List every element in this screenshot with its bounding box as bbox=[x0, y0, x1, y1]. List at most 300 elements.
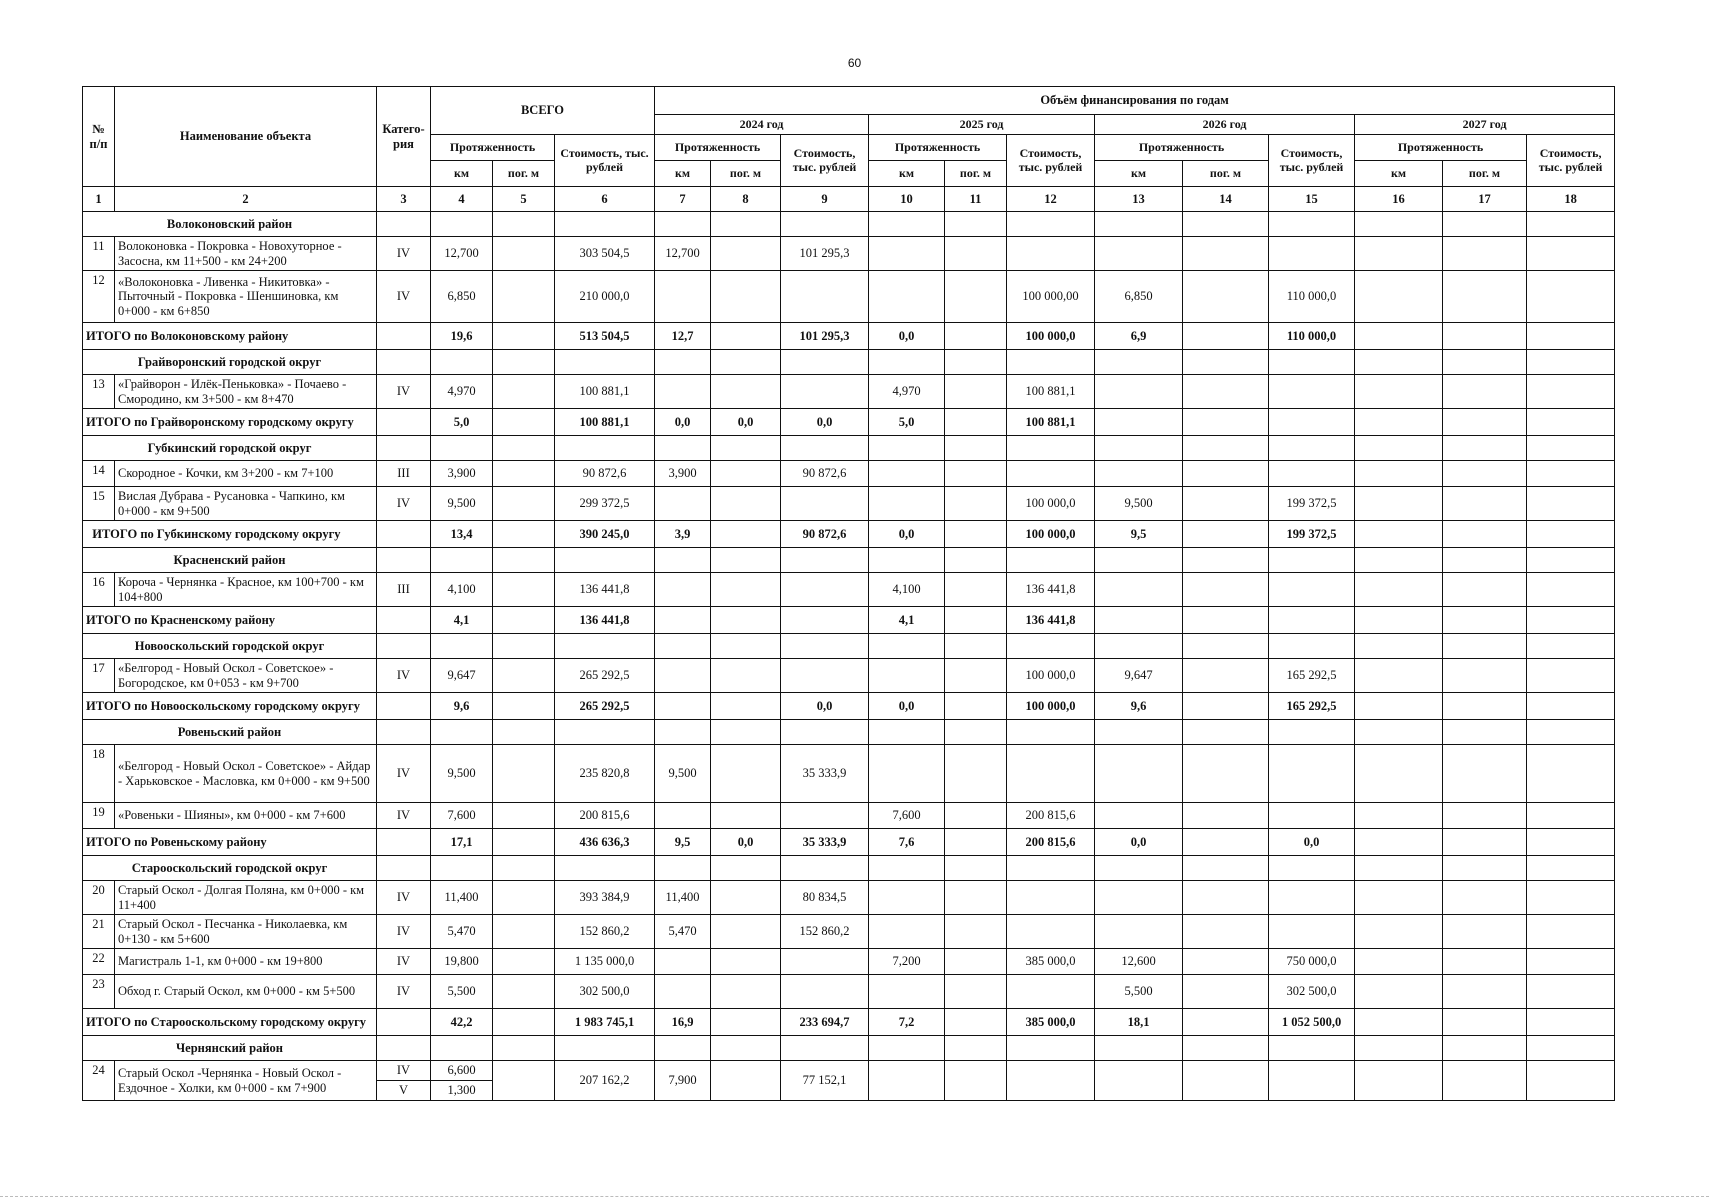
value-cell bbox=[1183, 573, 1269, 607]
value-cell bbox=[1183, 271, 1269, 323]
value-cell bbox=[1095, 915, 1183, 949]
total-value-cell bbox=[1183, 829, 1269, 856]
empty-cell bbox=[493, 1036, 555, 1061]
total-value-cell bbox=[1183, 409, 1269, 436]
empty-cell bbox=[1095, 212, 1183, 237]
total-value-cell bbox=[493, 1009, 555, 1036]
road-category: III bbox=[377, 461, 431, 487]
empty-cell bbox=[1527, 212, 1615, 237]
empty-cell bbox=[781, 720, 869, 745]
value-cell bbox=[781, 375, 869, 409]
empty-cell bbox=[1269, 634, 1355, 659]
value-cell bbox=[1269, 803, 1355, 829]
total-value-cell: 100 000,0 bbox=[1007, 521, 1095, 548]
empty-cell bbox=[711, 212, 781, 237]
object-name: Волоконовка - Покровка - Новохуторное - Засосна, км 11+500 - км 24+200 bbox=[115, 237, 377, 271]
value-cell: 136 441,8 bbox=[1007, 573, 1095, 607]
value-cell: 12,700 bbox=[655, 237, 711, 271]
empty-cell bbox=[781, 634, 869, 659]
object-name: Старый Оскол -Чернянка - Новый Оскол - Ездочное - Холки, км 0+000 - км 7+900 bbox=[115, 1061, 377, 1101]
value-cell bbox=[1355, 573, 1443, 607]
total-value-cell bbox=[1183, 521, 1269, 548]
road-category: IV bbox=[377, 487, 431, 521]
total-value-cell bbox=[711, 1009, 781, 1036]
value-cell: 393 384,9 bbox=[555, 881, 655, 915]
value-cell bbox=[711, 375, 781, 409]
district-name: Губкинский городской округ bbox=[83, 436, 377, 461]
table-header bbox=[83, 87, 1615, 187]
value-cell bbox=[1183, 803, 1269, 829]
value-cell: 6,850 bbox=[1095, 271, 1183, 323]
value-cell bbox=[655, 271, 711, 323]
road-category: IV bbox=[377, 375, 431, 409]
total-value-cell: 4,1 bbox=[431, 607, 493, 634]
column-number: 15 bbox=[1269, 187, 1355, 212]
district-row bbox=[83, 856, 1615, 881]
total-value-cell bbox=[711, 521, 781, 548]
total-value-cell: 265 292,5 bbox=[555, 693, 655, 720]
road-category: IV bbox=[377, 803, 431, 829]
empty-cell bbox=[1183, 1061, 1269, 1101]
value-cell: 100 000,0 bbox=[1007, 659, 1095, 693]
empty-cell bbox=[555, 436, 655, 461]
empty-cell bbox=[377, 720, 431, 745]
column-number: 9 bbox=[781, 187, 869, 212]
value-cell bbox=[869, 745, 945, 803]
district-name: Волоконовский район bbox=[83, 212, 377, 237]
value-cell bbox=[711, 915, 781, 949]
empty-cell bbox=[493, 350, 555, 375]
value-cell bbox=[1269, 915, 1355, 949]
empty-cell bbox=[1007, 856, 1095, 881]
header-cost: Стоимость, тыс. рублей bbox=[1527, 135, 1615, 187]
total-value-cell bbox=[1355, 693, 1443, 720]
value-cell bbox=[1355, 487, 1443, 521]
value-cell bbox=[869, 915, 945, 949]
total-value-cell bbox=[1443, 1009, 1527, 1036]
road-category: III bbox=[377, 573, 431, 607]
value-cell bbox=[1443, 745, 1527, 803]
value-cell: 77 152,1 bbox=[781, 1061, 869, 1101]
value-cell bbox=[1443, 975, 1527, 1009]
value-cell bbox=[655, 659, 711, 693]
header-pogm: пог. м bbox=[493, 161, 555, 187]
value-cell bbox=[711, 461, 781, 487]
district-name: Чернянский район bbox=[83, 1036, 377, 1061]
column-number: 11 bbox=[945, 187, 1007, 212]
value-cell bbox=[1355, 237, 1443, 271]
empty-cell bbox=[945, 548, 1007, 573]
value-cell bbox=[1527, 271, 1615, 323]
row-number: 18 bbox=[83, 745, 115, 803]
total-label: ИТОГО по Старооскольскому городскому округу bbox=[83, 1009, 377, 1036]
value-cell bbox=[781, 271, 869, 323]
total-value-cell: 233 694,7 bbox=[781, 1009, 869, 1036]
total-value-cell bbox=[493, 409, 555, 436]
total-value-cell: 0,0 bbox=[781, 693, 869, 720]
value-cell bbox=[711, 803, 781, 829]
column-number: 18 bbox=[1527, 187, 1615, 212]
header-category: Катего-рия bbox=[377, 87, 431, 187]
empty-cell bbox=[1527, 856, 1615, 881]
value-cell bbox=[1527, 881, 1615, 915]
empty-cell bbox=[1527, 1036, 1615, 1061]
value-cell: 35 333,9 bbox=[781, 745, 869, 803]
value-cell bbox=[1443, 881, 1527, 915]
total-value-cell: 5,0 bbox=[431, 409, 493, 436]
value-cell bbox=[711, 881, 781, 915]
value-cell bbox=[1355, 745, 1443, 803]
empty-cell bbox=[711, 436, 781, 461]
value-cell bbox=[945, 949, 1007, 975]
value-cell bbox=[655, 803, 711, 829]
value-cell bbox=[781, 487, 869, 521]
value-cell bbox=[1527, 487, 1615, 521]
empty-cell bbox=[377, 607, 431, 634]
value-cell bbox=[1095, 745, 1183, 803]
column-number: 16 bbox=[1355, 187, 1443, 212]
total-value-cell bbox=[493, 323, 555, 350]
empty-cell bbox=[1355, 720, 1443, 745]
value-cell bbox=[1355, 659, 1443, 693]
empty-cell bbox=[781, 212, 869, 237]
empty-cell bbox=[945, 212, 1007, 237]
object-name: Старый Оскол - Песчанка - Николаевка, км 0+130 - км 5+600 bbox=[115, 915, 377, 949]
object-name: «Белгород - Новый Оскол - Советское» - Айдар - Харьковское - Масловка, км 0+000 - км 9+500 bbox=[115, 745, 377, 803]
total-value-cell: 18,1 bbox=[1095, 1009, 1183, 1036]
total-value-cell: 0,0 bbox=[655, 409, 711, 436]
empty-cell bbox=[555, 1036, 655, 1061]
empty-cell bbox=[711, 1036, 781, 1061]
value-cell: 6,850 bbox=[431, 271, 493, 323]
value-cell bbox=[869, 975, 945, 1009]
empty-cell bbox=[493, 212, 555, 237]
column-number: 1 bbox=[83, 187, 115, 212]
value-cell bbox=[1183, 745, 1269, 803]
total-row bbox=[83, 607, 1615, 634]
value-cell: 90 872,6 bbox=[555, 461, 655, 487]
table-row bbox=[83, 803, 1615, 829]
value-cell bbox=[1007, 915, 1095, 949]
empty-cell bbox=[945, 634, 1007, 659]
value-cell bbox=[711, 745, 781, 803]
total-value-cell bbox=[1269, 607, 1355, 634]
road-category: V bbox=[377, 1081, 431, 1101]
empty-cell bbox=[1269, 1061, 1355, 1101]
value-cell: 100 881,1 bbox=[555, 375, 655, 409]
total-value-cell: 42,2 bbox=[431, 1009, 493, 1036]
district-row bbox=[83, 212, 1615, 237]
road-category: IV bbox=[377, 1061, 431, 1081]
value-cell bbox=[945, 659, 1007, 693]
total-value-cell bbox=[945, 693, 1007, 720]
value-cell bbox=[1007, 745, 1095, 803]
empty-cell bbox=[377, 548, 431, 573]
empty-cell bbox=[1007, 212, 1095, 237]
total-row bbox=[83, 1009, 1615, 1036]
empty-cell bbox=[493, 1061, 555, 1101]
empty-cell bbox=[869, 720, 945, 745]
value-cell: 5,470 bbox=[431, 915, 493, 949]
empty-cell bbox=[655, 212, 711, 237]
empty-cell bbox=[945, 720, 1007, 745]
empty-cell bbox=[869, 212, 945, 237]
empty-cell bbox=[711, 720, 781, 745]
column-number: 14 bbox=[1183, 187, 1269, 212]
object-name: «Грайворон - Илёк-Пеньковка» - Почаево - Смородино, км 3+500 - км 8+470 bbox=[115, 375, 377, 409]
total-value-cell bbox=[1355, 409, 1443, 436]
value-cell bbox=[781, 949, 869, 975]
value-cell bbox=[1007, 975, 1095, 1009]
total-value-cell: 100 881,1 bbox=[1007, 409, 1095, 436]
total-value-cell bbox=[655, 607, 711, 634]
total-value-cell bbox=[1355, 521, 1443, 548]
total-row bbox=[83, 409, 1615, 436]
total-value-cell: 100 881,1 bbox=[555, 409, 655, 436]
value-cell bbox=[655, 573, 711, 607]
total-value-cell: 0,0 bbox=[869, 693, 945, 720]
total-value-cell: 7,6 bbox=[869, 829, 945, 856]
value-cell bbox=[1443, 915, 1527, 949]
row-number: 15 bbox=[83, 487, 115, 521]
empty-cell bbox=[1355, 436, 1443, 461]
empty-cell bbox=[655, 548, 711, 573]
road-category: IV bbox=[377, 975, 431, 1009]
total-value-cell: 136 441,8 bbox=[555, 607, 655, 634]
row-number: 19 bbox=[83, 803, 115, 829]
column-number: 17 bbox=[1443, 187, 1527, 212]
empty-cell bbox=[655, 634, 711, 659]
row-number: 12 bbox=[83, 271, 115, 323]
value-cell bbox=[945, 975, 1007, 1009]
object-name: Короча - Чернянка - Красное, км 100+700 - км 104+800 bbox=[115, 573, 377, 607]
value-cell bbox=[1527, 803, 1615, 829]
empty-cell bbox=[1007, 1036, 1095, 1061]
road-category: IV bbox=[377, 271, 431, 323]
empty-cell bbox=[1095, 1061, 1183, 1101]
object-name: Магистраль 1-1, км 0+000 - км 19+800 bbox=[115, 949, 377, 975]
value-cell bbox=[1269, 881, 1355, 915]
empty-cell bbox=[1355, 634, 1443, 659]
empty-cell bbox=[1527, 1061, 1615, 1101]
value-cell bbox=[655, 375, 711, 409]
value-cell bbox=[1007, 461, 1095, 487]
header-length: Протяженность bbox=[1355, 135, 1527, 161]
district-name: Красненский район bbox=[83, 548, 377, 573]
object-name: Вислая Дубрава - Русановка - Чапкино, км 0+000 - км 9+500 bbox=[115, 487, 377, 521]
value-cell bbox=[869, 659, 945, 693]
empty-cell bbox=[1269, 720, 1355, 745]
row-number: 20 bbox=[83, 881, 115, 915]
value-cell: 152 860,2 bbox=[781, 915, 869, 949]
total-value-cell: 0,0 bbox=[869, 323, 945, 350]
value-cell: 100 000,0 bbox=[1007, 487, 1095, 521]
value-cell: 7,600 bbox=[869, 803, 945, 829]
empty-cell bbox=[1355, 212, 1443, 237]
column-number: 7 bbox=[655, 187, 711, 212]
header-length: Протяженность bbox=[431, 135, 555, 161]
empty-cell bbox=[945, 856, 1007, 881]
value-cell: 199 372,5 bbox=[1269, 487, 1355, 521]
total-value-cell bbox=[711, 693, 781, 720]
value-cell bbox=[1443, 949, 1527, 975]
total-value-cell bbox=[1095, 607, 1183, 634]
table-row bbox=[83, 659, 1615, 693]
empty-cell bbox=[431, 634, 493, 659]
header-year-2024: 2024 год bbox=[655, 115, 869, 135]
empty-cell bbox=[869, 634, 945, 659]
header-name: Наименование объекта bbox=[115, 87, 377, 187]
value-cell: 235 820,8 bbox=[555, 745, 655, 803]
total-value-cell: 101 295,3 bbox=[781, 323, 869, 350]
total-value-cell: 6,9 bbox=[1095, 323, 1183, 350]
table-row bbox=[83, 975, 1615, 1009]
value-cell bbox=[655, 975, 711, 1009]
total-value-cell bbox=[1443, 323, 1527, 350]
empty-cell bbox=[493, 634, 555, 659]
value-cell bbox=[1355, 975, 1443, 1009]
value-cell bbox=[869, 487, 945, 521]
value-cell bbox=[1527, 461, 1615, 487]
empty-cell bbox=[1355, 856, 1443, 881]
value-cell bbox=[1443, 375, 1527, 409]
empty-cell bbox=[781, 548, 869, 573]
empty-cell bbox=[555, 212, 655, 237]
road-category: IV bbox=[377, 915, 431, 949]
empty-cell bbox=[1183, 634, 1269, 659]
empty-cell bbox=[1443, 1061, 1527, 1101]
value-cell bbox=[1443, 573, 1527, 607]
empty-cell bbox=[1183, 548, 1269, 573]
empty-cell bbox=[711, 1061, 781, 1101]
value-cell bbox=[1527, 573, 1615, 607]
total-row bbox=[83, 693, 1615, 720]
empty-cell bbox=[555, 634, 655, 659]
empty-cell bbox=[1095, 350, 1183, 375]
value-cell bbox=[493, 975, 555, 1009]
value-cell bbox=[1527, 659, 1615, 693]
district-row bbox=[83, 634, 1615, 659]
funding-table bbox=[82, 86, 1615, 1101]
total-value-cell: 12,7 bbox=[655, 323, 711, 350]
empty-cell bbox=[377, 1036, 431, 1061]
value-cell bbox=[945, 461, 1007, 487]
total-value-cell bbox=[655, 693, 711, 720]
value-cell: 302 500,0 bbox=[1269, 975, 1355, 1009]
total-value-cell: 1 983 745,1 bbox=[555, 1009, 655, 1036]
total-value-cell: 5,0 bbox=[869, 409, 945, 436]
value-cell bbox=[1007, 237, 1095, 271]
total-value-cell bbox=[1443, 521, 1527, 548]
header-km: км bbox=[869, 161, 945, 187]
empty-cell bbox=[493, 436, 555, 461]
total-value-cell: 4,1 bbox=[869, 607, 945, 634]
value-cell bbox=[1095, 375, 1183, 409]
total-row bbox=[83, 521, 1615, 548]
column-number: 3 bbox=[377, 187, 431, 212]
road-category: IV bbox=[377, 949, 431, 975]
total-label: ИТОГО по Новооскольскому городскому округу bbox=[83, 693, 377, 720]
header-km: км bbox=[1355, 161, 1443, 187]
value-cell bbox=[1183, 949, 1269, 975]
total-value-cell: 0,0 bbox=[869, 521, 945, 548]
row-number: 24 bbox=[83, 1061, 115, 1101]
value-cell bbox=[945, 745, 1007, 803]
total-value-cell: 1 052 500,0 bbox=[1269, 1009, 1355, 1036]
value-cell bbox=[869, 461, 945, 487]
value-cell bbox=[1527, 975, 1615, 1009]
empty-cell bbox=[655, 720, 711, 745]
value-cell: 19,800 bbox=[431, 949, 493, 975]
page-bottom-rule bbox=[0, 1196, 1709, 1198]
object-name: «Ровеньки - Шияны», км 0+000 - км 7+600 bbox=[115, 803, 377, 829]
empty-cell bbox=[781, 350, 869, 375]
total-row bbox=[83, 323, 1615, 350]
row-number: 21 bbox=[83, 915, 115, 949]
value-cell: 3,900 bbox=[655, 461, 711, 487]
empty-cell bbox=[1443, 350, 1527, 375]
empty-cell bbox=[1355, 548, 1443, 573]
total-value-cell: 100 000,0 bbox=[1007, 323, 1095, 350]
empty-cell bbox=[431, 720, 493, 745]
header-length: Протяженность bbox=[655, 135, 781, 161]
total-value-cell: 100 000,0 bbox=[1007, 693, 1095, 720]
road-category: IV bbox=[377, 237, 431, 271]
empty-cell bbox=[711, 548, 781, 573]
value-cell bbox=[945, 915, 1007, 949]
column-number: 12 bbox=[1007, 187, 1095, 212]
header-pogm: пог. м bbox=[1183, 161, 1269, 187]
empty-cell bbox=[377, 409, 431, 436]
empty-cell bbox=[431, 212, 493, 237]
value-cell bbox=[1095, 573, 1183, 607]
empty-cell bbox=[869, 436, 945, 461]
header-pogm: пог. м bbox=[945, 161, 1007, 187]
header-length: Протяженность bbox=[869, 135, 1007, 161]
value-cell bbox=[781, 803, 869, 829]
district-row bbox=[83, 548, 1615, 573]
total-row bbox=[83, 829, 1615, 856]
total-value-cell bbox=[1443, 409, 1527, 436]
value-cell: 9,647 bbox=[1095, 659, 1183, 693]
road-category: IV bbox=[377, 881, 431, 915]
table-row bbox=[83, 461, 1615, 487]
header-length: Протяженность bbox=[1095, 135, 1269, 161]
value-cell bbox=[945, 375, 1007, 409]
value-cell bbox=[493, 271, 555, 323]
empty-cell bbox=[1269, 548, 1355, 573]
total-value-cell bbox=[945, 1009, 1007, 1036]
value-cell: 210 000,0 bbox=[555, 271, 655, 323]
total-label: ИТОГО по Красненскому району bbox=[83, 607, 377, 634]
value-cell bbox=[869, 881, 945, 915]
empty-cell bbox=[1443, 1036, 1527, 1061]
value-cell bbox=[655, 487, 711, 521]
value-cell bbox=[1183, 881, 1269, 915]
empty-cell bbox=[1183, 436, 1269, 461]
total-value-cell: 390 245,0 bbox=[555, 521, 655, 548]
value-cell bbox=[1269, 237, 1355, 271]
empty-cell bbox=[1443, 856, 1527, 881]
empty-cell bbox=[1269, 856, 1355, 881]
empty-cell bbox=[655, 1036, 711, 1061]
value-cell bbox=[1269, 375, 1355, 409]
empty-cell bbox=[1527, 634, 1615, 659]
total-value-cell: 0,0 bbox=[1095, 829, 1183, 856]
empty-cell bbox=[1269, 212, 1355, 237]
value-cell: 1,300 bbox=[431, 1081, 493, 1101]
total-value-cell: 200 815,6 bbox=[1007, 829, 1095, 856]
